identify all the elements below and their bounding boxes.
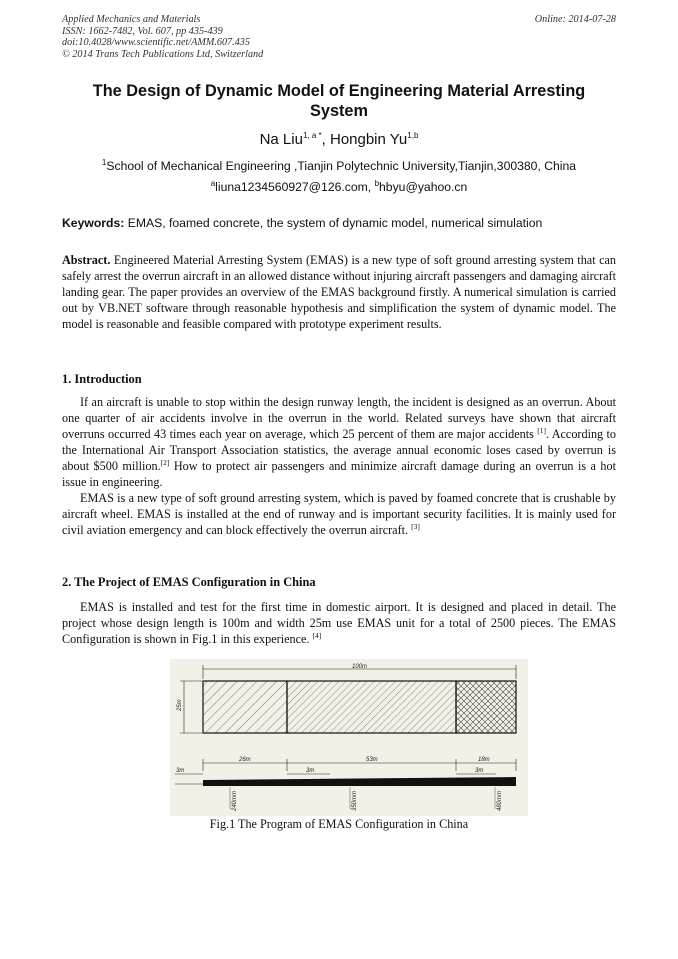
intro-paragraph	[62, 490, 616, 538]
dimension-label: 480mm	[497, 790, 503, 811]
paragraph-text: EMAS is installed and test for the first time in domestic airport. It is designed and placed in detail. The project whose design length is 100m and width 25m use EMAS unit for a total of 2500 pieces. The EMAS Configuration is shown in Fig.1 in this experience.	[62, 600, 616, 647]
citation: [2]	[160, 458, 170, 468]
section-paragraph	[62, 599, 616, 647]
author-name: Na Liu	[259, 131, 303, 148]
figure-caption: Fig.1 The Program of EMAS Configuration in China	[209, 817, 469, 831]
dimension-label: 26m	[239, 757, 251, 763]
email-link: liuna1234560927@126.com,	[215, 180, 375, 194]
dimension-label: 53m	[366, 757, 378, 763]
dimension-label: 25m	[177, 699, 183, 711]
dimension-label: 350mm	[352, 790, 358, 811]
author-name: Hongbin Yu	[329, 131, 408, 148]
author-emails	[62, 180, 616, 194]
paragraph-text: EMAS is a new type of soft ground arresting system, which is paved by foamed concrete that is crushable by aircraft wheel. EMAS is installed at the end of runway and is important security facilities. It is mainly used for civil aviation emergency and can block effectively the overrun aircraft.	[62, 491, 616, 538]
author-separator: ,	[321, 131, 330, 148]
copyright-line: © 2014 Trans Tech Publications Ltd, Switzerland	[62, 48, 264, 60]
author-line	[62, 131, 616, 148]
citation: [4]	[312, 631, 322, 641]
email-superscript: b	[374, 178, 380, 188]
affiliation-superscript: 1	[101, 157, 107, 167]
abstract	[62, 252, 616, 332]
keywords-label: Keywords:	[62, 216, 125, 230]
author-superscript: 1,b	[407, 131, 419, 140]
zone-1	[203, 681, 287, 733]
journal-header	[62, 14, 616, 60]
section-profile	[203, 777, 516, 786]
zone-2	[287, 681, 456, 733]
emas-configuration-figure	[170, 659, 528, 816]
keywords-text: EMAS, foamed concrete, the system of dynamic model, numerical simulation	[124, 216, 543, 230]
email-superscript: a	[210, 178, 216, 188]
dimension-label: 3m	[306, 768, 315, 774]
paragraph-text: If an aircraft is unable to stop within the design runway length, the incident is designed as an overrun. About one quarter of air accidents involve in the overrun in the world. Related surveys have shown that aircraft overruns occurred 43 times each year on average, which 25 percent of them are major accidents	[62, 395, 616, 442]
intro-paragraph	[62, 394, 616, 491]
dimension-label: 240mm	[232, 790, 238, 811]
dimension-label: 3m	[176, 768, 185, 774]
email-link: hbyu@yahoo.cn	[379, 180, 468, 194]
abstract-label: Abstract.	[62, 253, 111, 267]
zone-3	[456, 681, 516, 733]
abstract-text: Engineered Material Arresting System (EMAS) is a new type of soft ground arresting system that can safely arrest the overrun aircraft in an allowed distance without injuring aircraft passengers and damaging aircraft landing gear. The paper provides an overview of the EMAS background firstly. A numerical simulation is carried out by VB.NET software through reasonable hypothesis and simplification the system of dynamic model. The model is reasonable and feasible compared with prototype experiment results.	[62, 253, 616, 332]
paragraph-text: How to protect air passengers and minimize aircraft damage during an overrun is a hot issue in engineering.	[62, 459, 616, 490]
citation: [1]	[537, 426, 546, 436]
doi-line: doi:10.4028/www.scientific.net/AMM.607.435	[62, 37, 250, 48]
dimension-label: 3m	[475, 768, 484, 774]
issn-line: ISSN: 1662-7482, Vol. 607, pp 435-439	[62, 25, 223, 37]
paper-title: The Design of Dynamic Model of Engineering Material Arresting System	[92, 82, 586, 120]
journal-name: Applied Mechanics and Materials	[62, 14, 201, 25]
affiliation	[62, 159, 616, 173]
paragraph-text: . According to the International Air Transport Association statistics, the average annual economic loses cased by overrun is about $500 million.	[62, 427, 616, 474]
dimension-label: 100m	[352, 664, 368, 670]
section-heading: 1. Introduction	[62, 372, 142, 386]
keywords	[62, 216, 616, 230]
section-heading: 2. The Project of EMAS Configuration in China	[62, 575, 316, 589]
online-date: Online: 2014-07-28	[534, 14, 616, 25]
author-superscript: 1, a *	[302, 131, 322, 140]
affiliation-text: School of Mechanical Engineering ,Tianjin Polytechnic University,Tianjin,300380, China	[106, 159, 577, 173]
citation: [3]	[411, 522, 420, 532]
dimension-label: 18m	[478, 757, 490, 763]
figure-drawing	[170, 659, 528, 816]
